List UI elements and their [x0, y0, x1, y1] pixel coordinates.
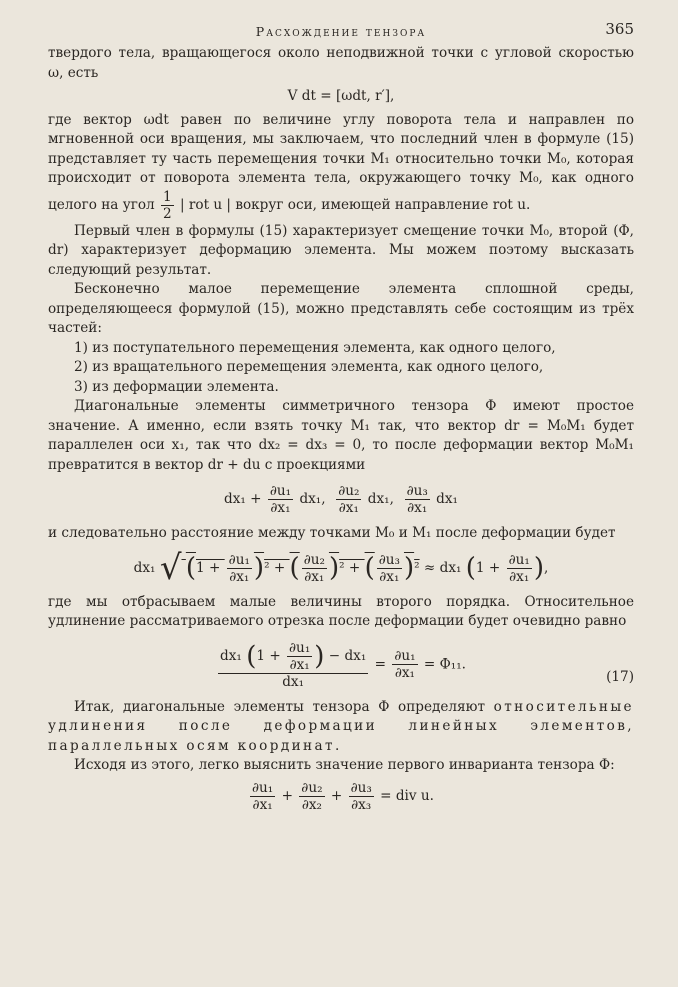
paragraph-7: где мы отбрасываем малые величины второго порядка. Относительное удлинение рассматриваемого отрезка после деформации будет очевидно равно [48, 593, 634, 629]
paragraph-4: Бесконечно малое перемещение элемента сплошной среды, определяющееся формулой (15), можно представлять себе состоящим из трёх частей: [48, 281, 634, 336]
emphasized-text: относительные удлинения после деформации линейных элементов, параллельных осям координат. [48, 698, 634, 754]
paragraph-1: твердого тела, вращающегося около неподвижной точки с угловой скоростью ω, есть [48, 45, 634, 81]
paragraph-2-tail: | rot u | вокруг оси, имеющей направление rot u. [179, 196, 531, 213]
running-head: Расхождение тензора [255, 24, 427, 39]
formula-divergence: $\frac{\text{∂u₁}}{\text{∂x₁}}$ + $\frac{\text{∂u₂}}{\text{∂x₂}}$ + $\frac{\text{∂u₃}}{\text{∂x₃}}$ = div u. [252, 779, 434, 813]
list-item: 2) из вращательного перемещения элемента, как одного целого, [74, 359, 544, 375]
list-item: 1) из поступательного перемещения элемента, как одного целого, [74, 339, 556, 356]
formula-projections: dx₁ + $\frac{\text{∂u₁}}{\text{∂x₁}}$ dx₁, $\frac{\text{∂u₂}}{\text{∂x₁}}$ dx₁, $\frac{\text{∂u₃}}{\text{∂x₁}}$ dx₁ [224, 483, 458, 516]
equation-number: (17) [606, 668, 634, 685]
page-number: 365 [605, 20, 634, 38]
page-header [48, 18, 634, 44]
paragraph-2-text: где вектор ωdt равен по величине углу поворота тела и направлен по мгновенной оси вращения, мы заключаем, что последний член в формуле (15) представляет ту часть перемещения точки M₁ относительно точки M₀, которая происходит от поворота элемента тела, окружающего точку M₀, как одного целого на угол [48, 111, 634, 213]
paragraph-8: Итак, диагональные элементы тензора Φ определяют относительные удлинения после деформации линейных элементов, параллельных осям координат. [48, 698, 634, 754]
parts-list [48, 339, 634, 398]
formula-17: dx₁ (1 + $\frac{\text{∂u₁}}{\text{∂x₁}}$ ) − dx₁ dx₁ = $\frac{\text{∂u₁}}{\text{∂x₁}}$ = Φ₁₁. (17) [220, 639, 634, 690]
paragraph-6: и следовательно расстояние между точками M₀ и M₁ после деформации будет [48, 525, 616, 541]
paragraph-2 [48, 111, 634, 222]
fraction-one-half: $\frac{1}{2}$ [163, 188, 172, 222]
formula-distance: dx₁ √ (1 + $\frac{\text{∂u₁}}{\text{∂x₁}}$ )² + ( $\frac{\text{∂u₂}}{\text{∂x₁}}$ )² + ( $\frac{\text{∂u₃}}{\text{∂x₁}}$ )² ≈ dx₁ (1 + $\frac{\text{∂u₁}}{\text{∂x₁}}$ ), [133, 547, 549, 588]
paragraph-9: Исходя из этого, легко выяснить значение первого инварианта тензора Φ: [74, 757, 615, 773]
paragraph-3: Первый член в формулы (15) характеризует смещение точки M₀, второй (Φ, dr) характеризует деформацию элемента. Мы можем поэтому высказать следующий результат. [48, 222, 634, 278]
list-item: 3) из деформации элемента. [74, 378, 279, 395]
paragraph-5: Диагональные элементы симметричного тензора Φ имеют простое значение. А именно, если взять точку M₁ так, что вектор dr = M₀M₁ будет параллелен оси x₁, так что dx₂ = dx₃ = 0, то после деформации вектор M₀M₁ превратится в вектор dr + du с проекциями [48, 398, 634, 473]
formula-angular-velocity: V dt = [ωdt, r′], [287, 88, 395, 104]
sqrt-sign: √ [159, 547, 182, 588]
